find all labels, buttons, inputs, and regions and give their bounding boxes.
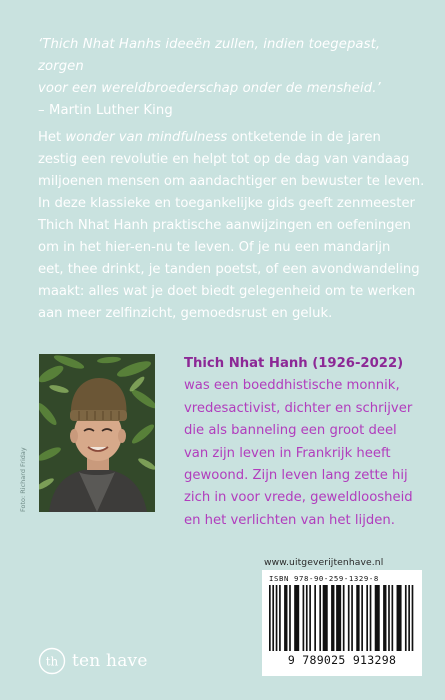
barcode-bar: [370, 585, 372, 651]
barcode-bar: [306, 585, 308, 651]
barcode-bar: [289, 585, 291, 651]
publisher-logo: [38, 646, 148, 676]
barcode-bar: [309, 585, 311, 651]
bio-line: vredesactivist, dichter en schrijver: [184, 400, 413, 416]
barcode-bar: [351, 585, 353, 651]
bio-line: die als banneling een groot deel: [184, 423, 397, 439]
logo-letters: th: [45, 654, 59, 669]
description-suffix: ontketende in de jaren: [227, 130, 381, 145]
description-line: Thich Nhat Hanh praktische aanwijzingen en oefeningen: [38, 218, 412, 233]
quote-attribution: – Martin Luther King: [38, 103, 173, 118]
barcode-bar: [392, 585, 394, 651]
book-description: [38, 127, 423, 325]
barcode-bar: [269, 585, 271, 651]
barcode-bar: [412, 585, 414, 651]
photo-credit: Foto: Richard Friday: [19, 447, 27, 512]
author-photo: [39, 354, 155, 512]
barcode-bar: [272, 585, 274, 651]
barcode-bar: [348, 585, 350, 651]
bio-line: van zijn leven in Frankrijk heeft: [184, 445, 391, 461]
barcode-bar: [405, 585, 407, 651]
author-name: Thich Nhat Hanh (1926-2022): [184, 356, 404, 371]
bio-line: was een boeddhistische monnik,: [184, 378, 400, 394]
description-line: [38, 127, 423, 149]
isbn-number: ISBN 978-90-259-1329-8: [269, 574, 379, 583]
barcode-bar: [356, 585, 359, 651]
endorsement-quote: [38, 34, 418, 122]
publisher-logo-icon: [38, 647, 66, 675]
barcode-bar: [279, 585, 281, 651]
barcode-bar: [336, 585, 341, 651]
bio-line: gewoond. Zijn leven lang zette hij: [184, 468, 408, 484]
barcode-bar: [294, 585, 299, 651]
ean-number: 9 789025 913298: [287, 653, 397, 667]
barcode-bar: [397, 585, 402, 651]
barcode-bar: [319, 585, 321, 651]
bio-line: en het verlichten van het lijden.: [184, 512, 395, 528]
description-line: zestig een revolutie en helpt tot op de dag van vandaag: [38, 152, 410, 167]
barcode-bar: [375, 585, 380, 651]
barcode-bar: [276, 585, 278, 651]
description-line: In deze klassieke en toegankelijke gids geeft zenmeester: [38, 196, 415, 211]
barcode-bar: [284, 585, 287, 651]
description-line: maakt: alles wat je doet biedt gelegenheid om te werken: [38, 284, 416, 299]
quote-line: ‘Thich Nhat Hanhs ideeën zullen, indien toegepast, zorgen: [38, 37, 381, 74]
barcode-bar: [331, 585, 334, 651]
description-line: om in het hier-en-nu te leven. Of je nu een mandarijn: [38, 240, 391, 255]
barcode-panel: [262, 570, 422, 676]
description-prefix: Het: [38, 130, 66, 145]
bio-line: zich in voor vrede, geweldloosheid: [184, 490, 413, 506]
barcode-bar: [323, 585, 328, 651]
book-title-inline: wonder van mindfulness: [65, 130, 228, 145]
barcode-bar: [366, 585, 368, 651]
barcode-bar: [314, 585, 316, 651]
barcode-bar: [383, 585, 386, 651]
barcode-bar: [343, 585, 345, 651]
author-bio: [184, 353, 424, 532]
barcode-bar: [303, 585, 305, 651]
publisher-name: ten have: [72, 651, 148, 671]
description-line: miljoenen mensen om aandachtiger en bewuster te leven.: [38, 174, 425, 189]
barcode-bar: [408, 585, 410, 651]
description-line: aan meer zelfinzicht, gemoedsrust en geluk.: [38, 306, 333, 321]
quote-line: voor een wereldbroederschap onder de mensheid.’: [38, 81, 381, 96]
barcode-bar: [388, 585, 390, 651]
barcode-bar: [361, 585, 363, 651]
description-line: eet, thee drinkt, je tanden poetst, of een avondwandeling: [38, 262, 420, 277]
publisher-website: www.uitgeverijtenhave.nl: [264, 557, 384, 568]
barcode-image: [268, 585, 416, 653]
